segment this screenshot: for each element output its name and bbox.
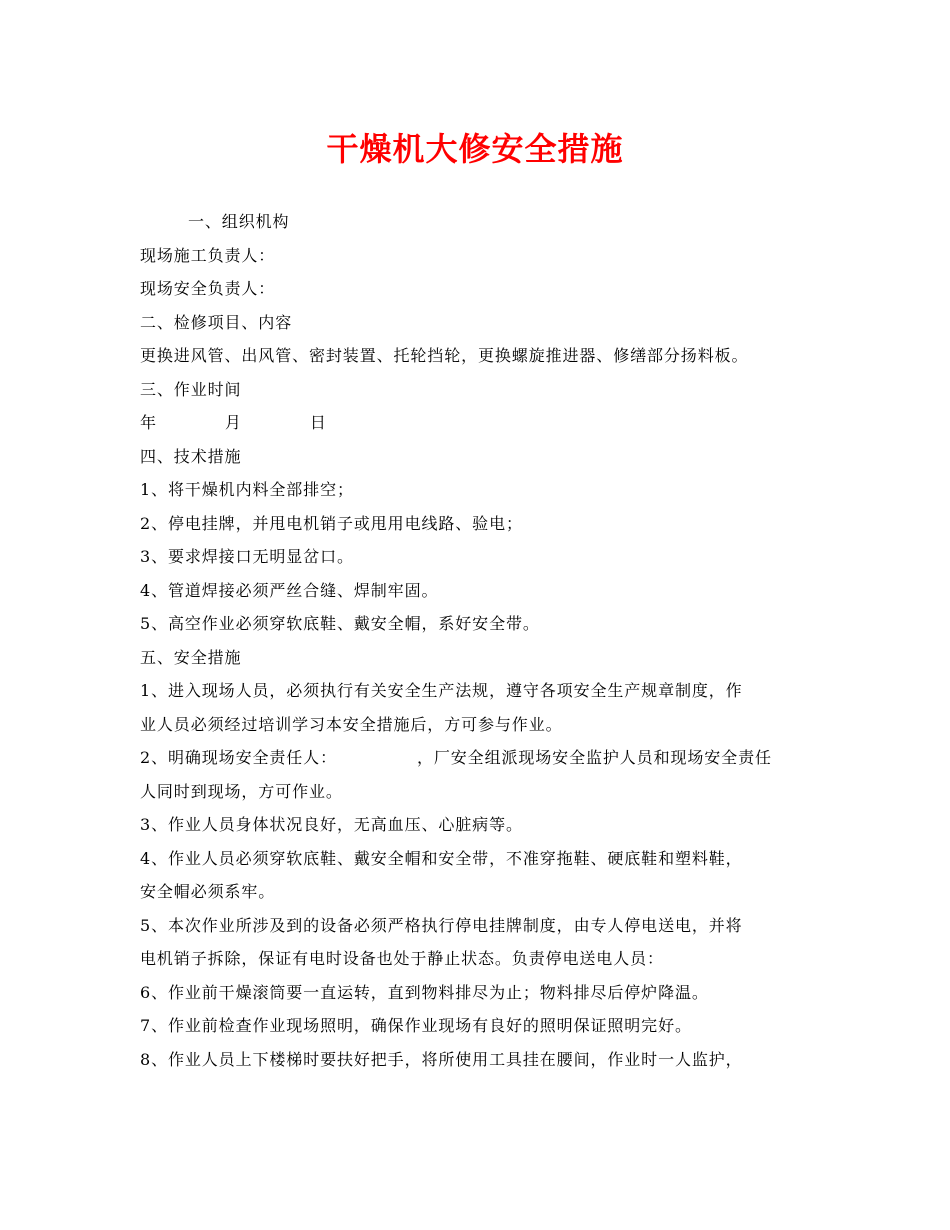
site-manager-label: 现场施工负责人： [140, 245, 276, 265]
date-month: 月 [224, 413, 242, 432]
safety-item-2-line-1 [140, 741, 812, 775]
safety-responsible-rest: ，厂安全组派现场安全监护人员和现场安全责任 [416, 748, 772, 767]
section-heading-organization: 一、组织机构 [188, 212, 290, 231]
safety-item-6: 6、作业前干燥滚筒要一直运转，直到物料排尽为止；物料排尽后停炉降温。 [140, 982, 709, 1002]
tech-item: 3、要求焊接口无明显岔口。 [140, 547, 354, 566]
document-title: 干燥机大修安全措施 [326, 130, 624, 168]
safety-item-5-line-2: 电机销子拆除，保证有电时设备也处于静止状态。负责停电送电人员： [140, 949, 664, 968]
section-heading-technical: 四、技术措施 [140, 446, 242, 466]
safety-responsible-label: 2、明确现场安全责任人： [140, 748, 337, 767]
tech-item: 5、高空作业必须穿软底鞋、戴安全帽，系好安全带。 [140, 614, 540, 633]
safety-item-5-line-1: 5、本次作业所涉及到的设备必须严格执行停电挂牌制度，由专人停电送电，并将 [140, 915, 743, 935]
safety-item-7: 7、作业前检查作业现场照明，确保作业现场有良好的照明保证照明完好。 [140, 1016, 692, 1035]
date-day: 日 [309, 413, 327, 432]
section-heading-time: 三、作业时间 [140, 379, 242, 399]
section-heading-safety: 五、安全措施 [140, 647, 242, 667]
section-heading-repair: 二、检修项目、内容 [140, 312, 293, 332]
safety-item-4-line-2: 安全帽必须系牢。 [140, 882, 276, 901]
safety-item-1-line-2: 业人员必须经过培训学习本安全措施后，方可参与作业。 [140, 714, 563, 734]
repair-content: 更换进风管、出风管、密封装置、托轮挡轮，更换螺旋推进器、修缮部分扬料板。 [140, 346, 749, 365]
work-date-row [140, 406, 812, 440]
tech-item: 1、将干燥机内料全部排空； [140, 480, 354, 499]
safety-item-2-line-2: 人同时到现场，方可作业。 [140, 781, 343, 801]
safety-manager-label: 现场安全负责人： [140, 279, 276, 298]
tech-item: 4、管道焊接必须严丝合缝、焊制牢固。 [140, 580, 439, 600]
tech-item: 2、停电挂牌，并甩电机销子或甩用电线路、验电； [140, 513, 523, 533]
safety-item-8-line-1: 8、作业人员上下楼梯时要扶好把手，将所使用工具挂在腰间，作业时一人监护， [140, 1049, 743, 1069]
document-body [140, 205, 812, 1076]
safety-item-4-line-1: 4、作业人员必须穿软底鞋、戴安全帽和安全带，不准穿拖鞋、硬底鞋和塑料鞋， [140, 848, 743, 868]
safety-item-1-line-1: 1、进入现场人员，必须执行有关安全生产法规，遵守各项安全生产规章制度，作 [140, 681, 743, 700]
date-year: 年 [140, 413, 157, 432]
safety-item-3: 3、作业人员身体状况良好，无高血压、心脏病等。 [140, 815, 523, 834]
